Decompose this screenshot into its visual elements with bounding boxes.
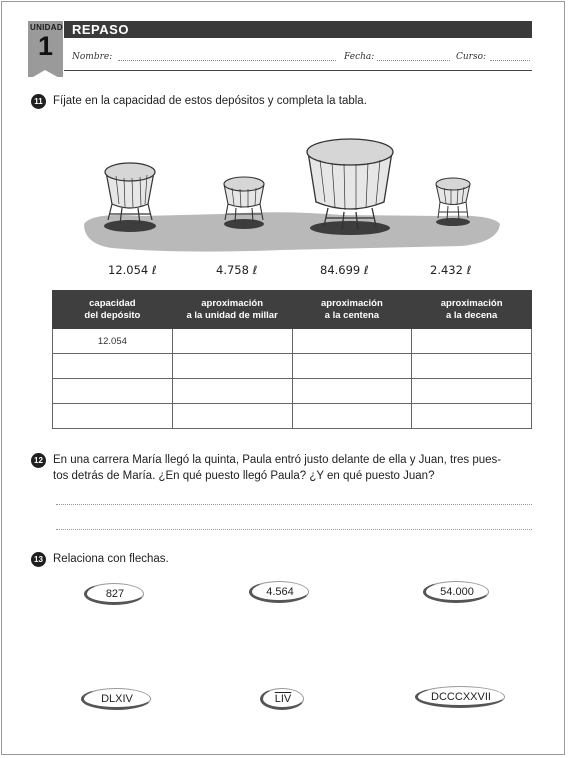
name-label: Nombre: [72,52,113,62]
table-cell[interactable] [412,329,532,354]
tanks-illustration [82,132,502,257]
header-rule [64,70,532,71]
question-11-text: Fíjate en la capacidad de estos depósitos y completa la tabla. [53,95,367,107]
table-cell[interactable] [412,354,532,379]
page-title: REPASO [72,22,129,37]
table-cell[interactable] [292,354,412,379]
table-row [53,329,532,354]
capacity-label-3: 84.699 ℓ [320,263,369,277]
table-row [53,404,532,429]
table-cell[interactable] [292,379,412,404]
table-cell: 12.054 [53,329,173,354]
unit-tab-notch [28,70,63,80]
oval-number-54000[interactable]: 54.000 [423,581,489,603]
unit-number: 1 [37,31,54,61]
date-field[interactable] [377,60,450,61]
course-field[interactable] [490,60,530,61]
oval-roman-liv[interactable]: $\overline{LIV}$ [260,688,304,710]
approximation-table [52,290,532,429]
tank-4-shadow [436,218,470,226]
oval-number-827[interactable]: 827 [84,583,144,605]
table-cell[interactable] [292,329,412,354]
title-bar [64,21,532,38]
table-cell[interactable] [172,354,292,379]
course-label: Curso: [456,52,487,62]
table-cell[interactable] [53,404,173,429]
oval-roman-dlxiv[interactable]: DLXIV [81,688,151,710]
table-cell[interactable] [412,404,532,429]
table-cell[interactable] [412,379,532,404]
table-cell[interactable] [172,404,292,429]
tank-3-shadow [310,221,390,235]
capacity-label-1: 12.054 ℓ [108,263,157,277]
table-row [53,354,532,379]
date-label: Fecha: [344,52,375,62]
answer-line-2[interactable] [56,529,532,530]
capacity-label-4: 2.432 ℓ [430,263,472,277]
unit-label: UNIDAD [30,23,63,32]
answer-line-1[interactable] [56,504,532,505]
tank-2-shadow [224,219,264,229]
header-thousands: aproximación a la unidad de millar [172,291,292,329]
tank-4 [436,178,470,220]
table-cell[interactable] [53,354,173,379]
table-cell[interactable] [172,379,292,404]
oval-number-4564[interactable]: 4.564 [249,581,309,603]
question-number-11: 11 [31,94,46,109]
tank-1-shadow [104,220,156,232]
table-header-row [53,291,532,329]
header-capacity: capacidad del depósito [53,291,173,329]
question-12-line-2: tos detrás de María. ¿En qué puesto llegó Paula? ¿Y en qué puesto Juan? [53,470,435,482]
table-row [53,379,532,404]
table-cell[interactable] [172,329,292,354]
question-12-line-1: En una carrera María llegó la quinta, Paula entró justo delante de ella y Juan, tres pues- [53,454,502,466]
header-hundreds: aproximación a la centena [292,291,412,329]
oval-roman-dccccxxvii[interactable]: DCCCXXVII [415,686,505,708]
question-13-text: Relaciona con flechas. [53,553,169,565]
question-number-13: 13 [31,552,46,567]
ground-shape [84,212,500,251]
table-cell[interactable] [53,379,173,404]
table-cell[interactable] [292,404,412,429]
capacity-label-2: 4.758 ℓ [216,263,258,277]
question-number-12: 12 [31,453,46,468]
tank-1 [105,163,155,224]
name-field[interactable] [118,60,336,61]
header-tens: aproximación a la decena [412,291,532,329]
